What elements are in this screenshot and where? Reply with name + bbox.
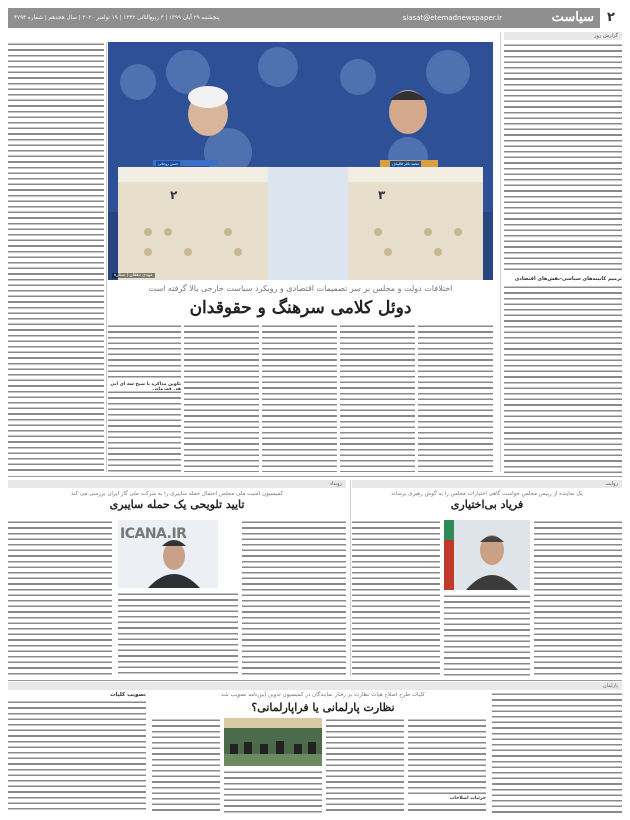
section-title: سیاست	[551, 10, 594, 25]
main-body	[108, 324, 493, 472]
story-b	[352, 480, 622, 676]
story-d-photo	[224, 718, 322, 766]
nameplate-right: حسن روحانی	[158, 162, 179, 166]
report-label: گزارش روز	[594, 33, 618, 39]
story-b-col-3	[352, 520, 440, 676]
story-c-strip	[8, 480, 346, 488]
story-c-col-1	[242, 520, 346, 676]
email: siasat@etemadnewspaper.ir	[402, 14, 502, 22]
main-col-4	[184, 324, 259, 472]
story-c-kicker: کمیسیون امنیت ملی مجلس احتمال حمله سایبری را به شرکت ملی گاز ایران بررسی می کند	[70, 491, 283, 497]
story-d-label: پارلمان	[603, 683, 618, 689]
main-col-1	[418, 324, 493, 472]
story-d-strip	[8, 682, 622, 690]
nameplate-left: محمد باقر قالیباف	[392, 162, 420, 166]
report-subhead: ترمیم کابینه‌های سیاسی-نقش‌های اقتصادی	[514, 276, 622, 282]
main-headline: دوئل کلامی سرهنگ و حقوقدان	[189, 298, 412, 318]
story-c-photo-text: ICANA.IR	[120, 526, 187, 542]
story-c-photo	[118, 520, 218, 588]
story-c-headline: تایید تلویحی یک حمله سایبری	[109, 498, 245, 511]
story-d-sidebar	[8, 692, 146, 814]
main-col-5a	[108, 324, 181, 380]
story-c-label: رویداد	[329, 481, 342, 487]
top-photo	[108, 42, 493, 280]
main-col-5b	[108, 390, 181, 472]
story-d-headline: نظارت پارلمانی یا فراپارلمانی؟	[251, 701, 395, 714]
dateline: پنجشنبه ۲۹ آبان ۱۳۹۹ | ۳ ربیع‌الثانی ۱۴۴۲ | ۱۹ نوامبر ۲۰۲۰ | سال هجدهم | شماره ۴۷۹۴	[14, 15, 220, 21]
podium-number-right: ۲	[170, 188, 178, 202]
report-text-2	[504, 285, 622, 475]
story-d-col-3	[326, 718, 404, 814]
story-d-sidebar-title: تصویب کلیات	[109, 692, 146, 698]
masthead	[8, 8, 622, 28]
page-number: ۲	[600, 8, 622, 28]
main-col-2	[340, 324, 415, 472]
story-d-sidebar-text	[8, 700, 146, 810]
story-d-inline-subhead: جزئیات اصلاحات	[408, 796, 486, 801]
report-column	[504, 32, 622, 472]
story-c-col-2	[118, 592, 238, 676]
story-d-col-1	[492, 692, 622, 814]
story-d-col-4	[224, 770, 322, 814]
story-c-col-3	[8, 520, 112, 676]
story-b-label: روایت	[605, 481, 618, 487]
story-b-col-1	[534, 520, 622, 676]
story-b-photo	[444, 520, 530, 590]
main-kicker: اختلافات دولت و مجلس بر سر تصمیمات اقتصادی و رویکرد سیاست خارجی بالا گرفته است	[148, 284, 453, 293]
story-c	[8, 480, 346, 676]
photo-credit: مهدی دهقان | ستاره	[114, 273, 153, 278]
podium-number-left: ۳	[378, 188, 386, 202]
story-b-col-2	[444, 594, 530, 676]
main-inline-subhead: تکوین مذاکره با شیخ سه ای ابی	[110, 382, 181, 387]
story-d-kicker: کلیات طرح اصلاح هیات نظارت بر رفتار نمایندگان در کمیسیون تدوین آیین‌نامه تصویب شد	[221, 692, 425, 698]
report-label-strip	[504, 32, 622, 40]
story-d	[8, 682, 622, 814]
story-d-col-5	[152, 718, 220, 814]
main-col-3	[262, 324, 337, 472]
story-b-headline: فریاد بی‌اختیاری	[450, 498, 524, 511]
left-edge-text	[8, 42, 104, 472]
story-b-kicker: یک نماینده از رییس مجلس خواست گاهی اختیارات مجلس را به گوش رهبری برساند	[391, 491, 583, 497]
story-b-strip	[352, 480, 622, 488]
report-text-1	[504, 43, 622, 273]
